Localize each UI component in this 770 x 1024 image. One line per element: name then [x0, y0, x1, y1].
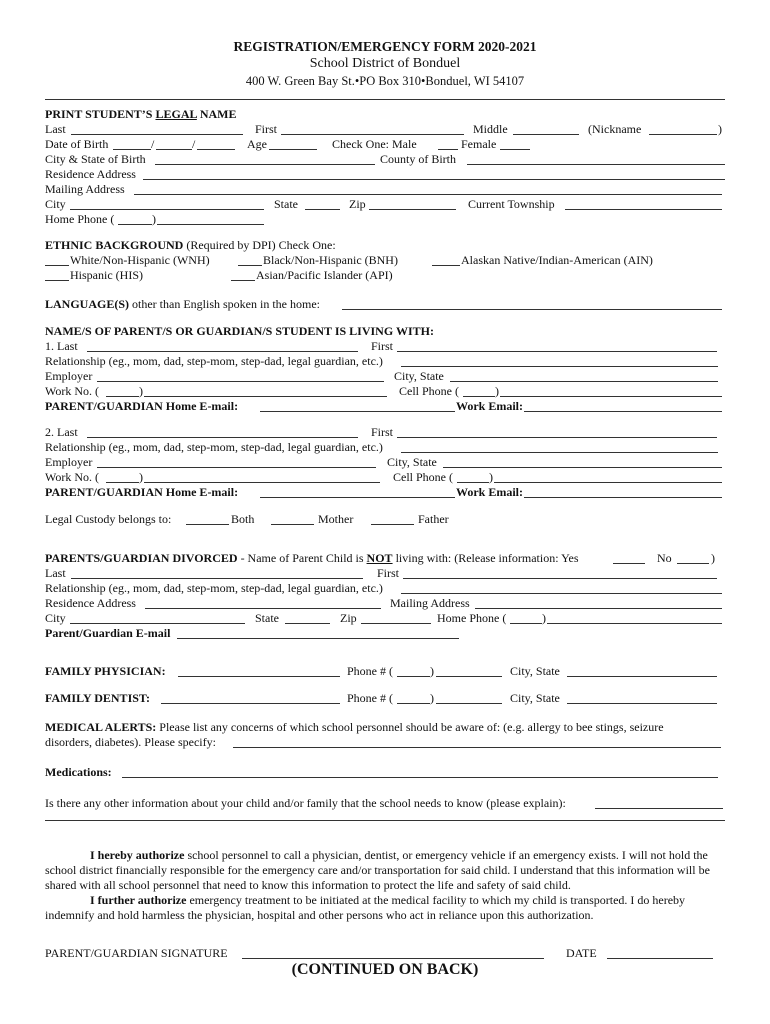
divorced-residence-field[interactable]: [145, 608, 381, 609]
physician-row: [45, 664, 725, 678]
township-field[interactable]: [565, 209, 722, 210]
home-phone-area-field[interactable]: [118, 224, 152, 225]
parent1-work-email-field[interactable]: [524, 411, 722, 412]
legal-word: LEGAL: [155, 107, 197, 121]
dentist-phone-label: Phone # (: [347, 691, 393, 705]
bnh-label: Black/Non-Hispanic (BNH): [263, 253, 398, 267]
parent1-work-email-label: Work Email:: [456, 399, 524, 413]
ain-checkbox[interactable]: [432, 265, 460, 266]
divorced-not: NOT: [366, 551, 393, 565]
divorced-first-label: First: [377, 566, 400, 580]
his-label: Hispanic (HIS): [70, 268, 143, 282]
parent1-first-field[interactable]: [397, 351, 717, 352]
medical-alerts-row-2: [45, 735, 725, 749]
physician-phone-area-field[interactable]: [397, 676, 430, 677]
signature-field[interactable]: [242, 958, 544, 959]
parent1-city-state-label: City, State: [394, 369, 444, 383]
residence-field[interactable]: [143, 179, 725, 180]
middle-label: Middle: [473, 122, 508, 136]
residence-label: Residence Address: [45, 167, 136, 181]
county-birth-label: County of Birth: [380, 152, 457, 166]
divorced-mailing-label: Mailing Address: [390, 596, 470, 610]
medical-alerts-heading: MEDICAL ALERTS:: [45, 720, 157, 734]
dob-label: Date of Birth: [45, 137, 109, 151]
date-field[interactable]: [607, 958, 713, 959]
dentist-field[interactable]: [161, 703, 340, 704]
parent1-home-email-field[interactable]: [260, 411, 455, 412]
medications-field[interactable]: [122, 777, 718, 778]
age-label: Age: [247, 137, 267, 151]
parent1-employer-row: [45, 369, 725, 383]
custody-label: Legal Custody belongs to:: [45, 512, 172, 526]
parent2-cell-paren: ): [489, 470, 493, 484]
parent2-relationship-label: Relationship (eg., mom, dad, step-mom, step-dad, legal guardian, etc.): [45, 440, 383, 454]
female-label: Female: [461, 137, 497, 151]
divorced-email-label: Parent/Guardian E-mail: [45, 626, 171, 640]
state-label: State: [274, 197, 298, 211]
student-heading-suffix: NAME: [196, 107, 237, 121]
parent2-work-field[interactable]: [144, 482, 380, 483]
city-state-birth-label: City & State of Birth: [45, 152, 146, 166]
physician-city-state-field[interactable]: [567, 676, 717, 677]
signature-row: [45, 946, 725, 960]
parent2-cell-field[interactable]: [494, 482, 722, 483]
state-field[interactable]: [305, 209, 340, 210]
parent1-work-area-field[interactable]: [106, 396, 139, 397]
release-no-label: No: [657, 551, 672, 565]
divorced-zip-field[interactable]: [361, 623, 431, 624]
medical-alerts-text: Please list any concerns of which school personnel should be aware of: (e.g. allergy to bee stings, seizure: [156, 720, 664, 734]
divorced-relationship-field[interactable]: [401, 593, 722, 594]
dentist-label: FAMILY DENTIST:: [45, 691, 151, 705]
parent1-last-field[interactable]: [87, 351, 358, 352]
parent2-name-row: [45, 425, 725, 439]
ethnic-heading-note: (Required by DPI) Check One:: [183, 238, 336, 252]
parent2-cell-label: Cell Phone (: [393, 470, 453, 484]
medical-alerts-row: [45, 720, 725, 734]
student-name-row: [45, 122, 725, 136]
parent1-cell-area-field[interactable]: [463, 396, 495, 397]
authorize-text-2: emergency treatment to be initiated at the medical facility to which my child is transported. I do hereby indemnify and hold harmless the physician, hospital and other persons who act in reliance upon this authorization.: [45, 893, 686, 922]
parent1-name-row: [45, 339, 725, 353]
other-info-field[interactable]: [595, 808, 723, 809]
ethnic-heading-label: ETHNIC BACKGROUND: [45, 238, 184, 252]
parent1-relationship-field[interactable]: [401, 366, 718, 367]
mailing-field[interactable]: [134, 194, 722, 195]
physician-phone-label: Phone # (: [347, 664, 393, 678]
divorced-state-label: State: [255, 611, 279, 625]
dob-day-field[interactable]: [156, 149, 192, 150]
residence-row: [45, 167, 725, 181]
parent1-city-state-field[interactable]: [450, 381, 718, 382]
authorize-text-1: school personnel to call a physician, dentist, or emergency vehicle if an emergency exists. I will not hold the school district financially responsible for the emergency care and/or transportation for said child. I understand that this information will be shared with all school personnel that need to know this information to protect the life and safety of said child.: [45, 848, 710, 892]
city-state-birth-field[interactable]: [155, 164, 375, 165]
divorced-email-row: [45, 626, 725, 640]
dentist-phone-paren: ): [430, 691, 434, 705]
parent2-employer-label: Employer: [45, 455, 93, 469]
parent2-first-label: First: [371, 425, 394, 439]
mailing-label: Mailing Address: [45, 182, 125, 196]
ethnic-row-1: [45, 253, 725, 267]
divorced-first-field[interactable]: [403, 578, 717, 579]
dentist-phone-field[interactable]: [436, 703, 502, 704]
divorced-residence-label: Residence Address: [45, 596, 136, 610]
custody-mother-label: Mother: [318, 512, 354, 526]
parent2-cell-area-field[interactable]: [457, 482, 489, 483]
divorced-name-row: [45, 566, 725, 580]
parent1-last-label: 1. Last: [45, 339, 78, 353]
student-first-field[interactable]: [281, 134, 464, 135]
authorize-bold-1: I hereby authorize: [90, 848, 185, 862]
physician-phone-paren: ): [430, 664, 434, 678]
other-info-field-line-2[interactable]: [45, 820, 725, 821]
parent2-work-label: Work No. (: [45, 470, 100, 484]
city-row: [45, 197, 725, 211]
nickname-close: ): [718, 122, 722, 136]
city-field[interactable]: [70, 209, 264, 210]
language-label: other than English spoken in the home:: [129, 297, 320, 311]
home-phone-label: Home Phone (: [45, 212, 115, 226]
parent1-work-field[interactable]: [144, 396, 387, 397]
authorization-text: [45, 848, 725, 923]
parent2-email-row: [45, 485, 725, 499]
api-label: Asian/Pacific Islander (API): [256, 268, 393, 282]
age-field[interactable]: [269, 149, 317, 150]
release-yes-checkbox[interactable]: [613, 563, 645, 564]
birthplace-row: [45, 152, 725, 166]
parent2-work-paren: ): [139, 470, 143, 484]
divorced-heading-row: [45, 551, 725, 565]
continued-on-back: (CONTINUED ON BACK): [291, 961, 479, 978]
parent2-relationship-field[interactable]: [401, 452, 718, 453]
physician-city-state-label: City, State: [510, 664, 560, 678]
divorced-phone-paren: ): [542, 611, 546, 625]
custody-father-checkbox[interactable]: [371, 524, 414, 525]
student-middle-field[interactable]: [513, 134, 579, 135]
student-last-field[interactable]: [71, 134, 243, 135]
form-title: REGISTRATION/EMERGENCY FORM 2020-2021: [233, 39, 537, 54]
parent1-cell-label: Cell Phone (: [399, 384, 459, 398]
date-label: DATE: [566, 946, 597, 960]
dentist-city-state-field[interactable]: [567, 703, 717, 704]
dob-slash-2: /: [192, 137, 196, 151]
nickname-label: (Nickname: [588, 122, 642, 136]
parent1-phone-row: [45, 384, 725, 398]
dentist-phone-area-field[interactable]: [397, 703, 430, 704]
divorced-mailing-field[interactable]: [475, 608, 722, 609]
home-phone-field[interactable]: [157, 224, 264, 225]
custody-row: [45, 512, 725, 526]
mailing-row: [45, 182, 725, 196]
parent1-work-label: Work No. (: [45, 384, 100, 398]
language-row: [45, 297, 725, 311]
gender-label: Check One: Male: [332, 137, 417, 151]
authorize-bold-2: I further authorize: [90, 893, 187, 907]
female-checkbox[interactable]: [500, 149, 530, 150]
parent2-home-email-field[interactable]: [260, 497, 455, 498]
release-close: ): [711, 551, 715, 565]
last-label: Last: [45, 122, 66, 136]
divorced-home-phone-label: Home Phone (: [437, 611, 507, 625]
divorced-phone-area-field[interactable]: [510, 623, 542, 624]
other-info-row: [45, 796, 725, 810]
parent1-first-label: First: [371, 339, 394, 353]
parent2-work-email-label: Work Email:: [456, 485, 524, 499]
parent1-home-email-label: PARENT/GUARDIAN Home E-mail:: [45, 399, 239, 413]
dob-slash-1: /: [151, 137, 155, 151]
divorced-relationship-row: [45, 581, 725, 595]
custody-father-label: Father: [418, 512, 449, 526]
parents-heading: NAME/S OF PARENT/S OR GUARDIAN/S STUDENT IS LIVING WITH:: [45, 324, 434, 338]
district-name: School District of Bonduel: [309, 56, 461, 71]
divorced-city-row: [45, 611, 725, 625]
male-checkbox[interactable]: [438, 149, 458, 150]
divorced-text-2: living with: (Release information: Yes: [392, 551, 579, 565]
parent2-city-state-field[interactable]: [443, 467, 722, 468]
parent1-relationship-row: [45, 354, 725, 368]
parent1-cell-field[interactable]: [500, 396, 722, 397]
header-divider: [45, 99, 725, 100]
physician-phone-field[interactable]: [436, 676, 502, 677]
ain-label: Alaskan Native/Indian-American (AIN): [461, 253, 653, 267]
divorced-city-field[interactable]: [70, 623, 245, 624]
physician-field[interactable]: [178, 676, 340, 677]
divorced-zip-label: Zip: [340, 611, 357, 625]
medications-label: Medications:: [45, 765, 112, 779]
wnh-label: White/Non-Hispanic (WNH): [70, 253, 210, 267]
ethnic-row-2: [45, 268, 725, 282]
divorced-email-field[interactable]: [177, 638, 459, 639]
divorced-last-label: Last: [45, 566, 66, 580]
parent2-work-area-field[interactable]: [106, 482, 139, 483]
parent2-employer-field[interactable]: [97, 467, 376, 468]
zip-field[interactable]: [369, 209, 456, 210]
divorced-heading: PARENTS/GUARDIAN DIVORCED: [45, 551, 238, 565]
dob-row: [45, 137, 725, 151]
parent2-home-email-label: PARENT/GUARDIAN Home E-mail:: [45, 485, 239, 499]
ethnic-heading: [45, 238, 725, 252]
parent2-last-field[interactable]: [87, 437, 358, 438]
custody-both-label: Both: [231, 512, 255, 526]
parent2-work-email-field[interactable]: [524, 497, 722, 498]
other-info-label: Is there any other information about your child and/or family that the school needs to know (please explain):: [45, 796, 566, 810]
parent1-employer-field[interactable]: [97, 381, 384, 382]
student-heading: [45, 107, 725, 121]
language-field[interactable]: [342, 309, 722, 310]
divorced-last-field[interactable]: [71, 578, 363, 579]
parent2-employer-row: [45, 455, 725, 469]
divorced-city-label: City: [45, 611, 66, 625]
student-nickname-field[interactable]: [649, 134, 717, 135]
district-address: 400 W. Green Bay St.•PO Box 310•Bonduel, WI 54107: [245, 74, 525, 88]
student-heading-prefix: PRINT STUDENT’S: [45, 107, 156, 121]
parent1-cell-paren: ): [495, 384, 499, 398]
dob-month-field[interactable]: [113, 149, 151, 150]
signature-label: PARENT/GUARDIAN SIGNATURE: [45, 946, 228, 960]
parent2-last-label: 2. Last: [45, 425, 78, 439]
his-checkbox[interactable]: [45, 280, 69, 281]
parent1-email-row: [45, 399, 725, 413]
medications-row: [45, 765, 725, 779]
divorced-phone-field[interactable]: [547, 623, 722, 624]
township-label: Current Township: [468, 197, 555, 211]
custody-mother-checkbox[interactable]: [271, 524, 314, 525]
medical-alerts-field[interactable]: [233, 747, 721, 748]
city-label: City: [45, 197, 66, 211]
parent1-employer-label: Employer: [45, 369, 93, 383]
home-phone-paren: ): [152, 212, 156, 226]
divorced-state-field[interactable]: [285, 623, 330, 624]
home-phone-row: [45, 212, 725, 226]
wnh-checkbox[interactable]: [45, 265, 69, 266]
divorced-relationship-label: Relationship (eg., mom, dad, step-mom, step-dad, legal guardian, etc.): [45, 581, 383, 595]
parent2-first-field[interactable]: [397, 437, 717, 438]
zip-label: Zip: [349, 197, 366, 211]
api-checkbox[interactable]: [231, 280, 255, 281]
physician-label: FAMILY PHYSICIAN:: [45, 664, 166, 678]
bnh-checkbox[interactable]: [238, 265, 262, 266]
medical-alerts-text-2: disorders, diabetes). Please specify:: [45, 735, 216, 749]
divorced-address-row: [45, 596, 725, 610]
language-heading: LANGUAGE(S): [45, 297, 130, 311]
custody-both-checkbox[interactable]: [186, 524, 229, 525]
dentist-city-state-label: City, State: [510, 691, 560, 705]
release-no-checkbox[interactable]: [677, 563, 709, 564]
divorced-text-1: - Name of Parent Child is: [237, 551, 367, 565]
dob-year-field[interactable]: [197, 149, 235, 150]
parent1-relationship-label: Relationship (eg., mom, dad, step-mom, step-dad, legal guardian, etc.): [45, 354, 383, 368]
parent2-relationship-row: [45, 440, 725, 454]
parent2-phone-row: [45, 470, 725, 484]
first-label: First: [255, 122, 278, 136]
dentist-row: [45, 691, 725, 705]
parent1-work-paren: ): [139, 384, 143, 398]
parent2-city-state-label: City, State: [387, 455, 437, 469]
county-birth-field[interactable]: [467, 164, 725, 165]
